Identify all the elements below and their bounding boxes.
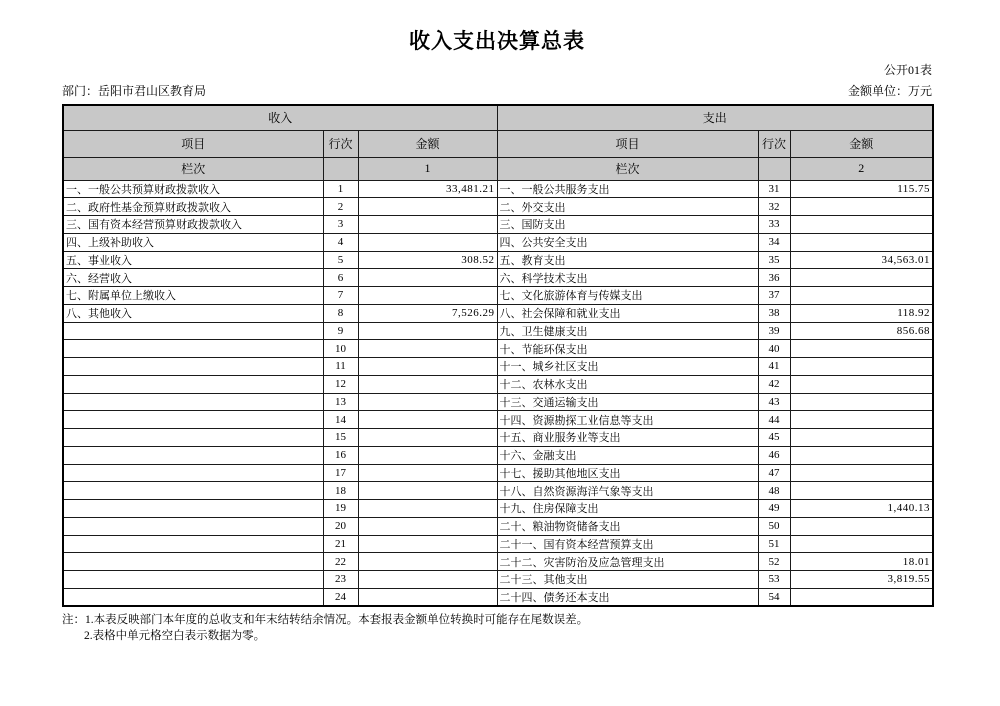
expense-item-cell: 二十四、债务还本支出 <box>497 588 758 606</box>
expense-line-cell: 39 <box>758 322 790 340</box>
expense-amount-cell <box>790 411 933 429</box>
income-line-cell: 13 <box>323 393 358 411</box>
expense-amount-cell: 115.75 <box>790 180 933 198</box>
income-item-cell <box>63 393 323 411</box>
expense-item-cell: 二十、粮油物资储备支出 <box>497 517 758 535</box>
expense-item-cell: 七、文化旅游体育与传媒支出 <box>497 287 758 305</box>
expense-item-cell: 八、社会保障和就业支出 <box>497 304 758 322</box>
income-item-cell <box>63 375 323 393</box>
expense-item-cell: 一、一般公共服务支出 <box>497 180 758 198</box>
expense-amount-cell: 1,440.13 <box>790 500 933 518</box>
income-line-cell: 4 <box>323 233 358 251</box>
table-row <box>63 588 933 606</box>
expense-line-cell: 43 <box>758 393 790 411</box>
expense-line-cell: 31 <box>758 180 790 198</box>
income-line-cell: 7 <box>323 287 358 305</box>
expense-amount-cell <box>790 287 933 305</box>
income-section-header: 收入 <box>63 105 497 130</box>
document <box>62 0 932 644</box>
income-item-cell: 二、政府性基金预算财政拨款收入 <box>63 198 323 216</box>
expense-item-cell: 十、节能环保支出 <box>497 340 758 358</box>
expense-line-cell: 35 <box>758 251 790 269</box>
income-item-cell <box>63 517 323 535</box>
income-amount-cell: 33,481.21 <box>358 180 497 198</box>
expense-section-header: 支出 <box>497 105 933 130</box>
expense-amount-header: 金额 <box>790 130 933 157</box>
income-line-index-blank <box>323 157 358 180</box>
expense-amount-cell <box>790 446 933 464</box>
income-amount-cell <box>358 198 497 216</box>
income-item-cell: 一、一般公共预算财政拨款收入 <box>63 180 323 198</box>
income-item-cell: 四、上级补助收入 <box>63 233 323 251</box>
income-line-cell: 9 <box>323 322 358 340</box>
expense-amount-cell <box>790 464 933 482</box>
table-row <box>63 358 933 376</box>
income-amount-cell <box>358 517 497 535</box>
expense-amount-cell <box>790 588 933 606</box>
expense-amount-cell: 18.01 <box>790 553 933 571</box>
expense-line-cell: 37 <box>758 287 790 305</box>
expense-line-cell: 36 <box>758 269 790 287</box>
expense-column-index-label: 栏次 <box>497 157 758 180</box>
income-line-cell: 16 <box>323 446 358 464</box>
expense-amount-cell <box>790 216 933 234</box>
income-item-cell: 五、事业收入 <box>63 251 323 269</box>
income-line-cell: 20 <box>323 517 358 535</box>
expense-line-cell: 54 <box>758 588 790 606</box>
income-line-cell: 23 <box>323 571 358 589</box>
expense-amount-cell <box>790 429 933 447</box>
income-line-header: 行次 <box>323 130 358 157</box>
income-line-cell: 6 <box>323 269 358 287</box>
income-item-cell <box>63 500 323 518</box>
expense-line-cell: 50 <box>758 517 790 535</box>
income-amount-cell <box>358 269 497 287</box>
expense-item-cell: 十四、资源勘探工业信息等支出 <box>497 411 758 429</box>
table-row <box>63 216 933 234</box>
expense-line-cell: 34 <box>758 233 790 251</box>
table-row <box>63 464 933 482</box>
income-line-cell: 3 <box>323 216 358 234</box>
income-item-cell <box>63 322 323 340</box>
expense-line-cell: 40 <box>758 340 790 358</box>
income-line-cell: 15 <box>323 429 358 447</box>
section-header-row <box>63 105 933 130</box>
table-body <box>63 180 933 606</box>
expense-amount-cell: 3,819.55 <box>790 571 933 589</box>
expense-line-cell: 38 <box>758 304 790 322</box>
note-line-2: 2.表格中单元格空白表示数据为零。 <box>84 630 266 642</box>
table-row <box>63 269 933 287</box>
expense-item-cell: 十七、援助其他地区支出 <box>497 464 758 482</box>
expense-item-cell: 二十三、其他支出 <box>497 571 758 589</box>
income-amount-header: 金额 <box>358 130 497 157</box>
income-item-cell <box>63 411 323 429</box>
income-line-cell: 5 <box>323 251 358 269</box>
table-row <box>63 571 933 589</box>
expense-item-cell: 十八、自然资源海洋气象等支出 <box>497 482 758 500</box>
notes <box>62 612 932 644</box>
table-row <box>63 198 933 216</box>
expense-item-cell: 十六、金融支出 <box>497 446 758 464</box>
table-row <box>63 304 933 322</box>
income-amount-cell <box>358 393 497 411</box>
column-header-row <box>63 130 933 157</box>
income-item-cell <box>63 553 323 571</box>
income-item-cell: 七、附属单位上缴收入 <box>63 287 323 305</box>
expense-amount-cell <box>790 198 933 216</box>
income-amount-cell <box>358 216 497 234</box>
page-title: 收入支出决算总表 <box>409 29 585 53</box>
expense-item-cell: 十二、农林水支出 <box>497 375 758 393</box>
income-amount-cell: 7,526.29 <box>358 304 497 322</box>
income-amount-cell <box>358 233 497 251</box>
note-line-1: 注：1.本表反映部门本年度的总收支和年末结转结余情况。本套报表金额单位转换时可能存在尾数误差。 <box>62 614 589 626</box>
expense-line-cell: 41 <box>758 358 790 376</box>
expense-line-cell: 53 <box>758 571 790 589</box>
expense-item-cell: 四、公共安全支出 <box>497 233 758 251</box>
expense-amount-cell <box>790 233 933 251</box>
income-line-cell: 10 <box>323 340 358 358</box>
table-row <box>63 233 933 251</box>
expense-item-cell: 九、卫生健康支出 <box>497 322 758 340</box>
expense-item-header: 项目 <box>497 130 758 157</box>
income-item-cell <box>63 535 323 553</box>
income-line-cell: 24 <box>323 588 358 606</box>
income-line-cell: 22 <box>323 553 358 571</box>
table-row <box>63 180 933 198</box>
expense-line-cell: 32 <box>758 198 790 216</box>
income-item-header: 项目 <box>63 130 323 157</box>
income-amount-cell <box>358 287 497 305</box>
expense-column-index: 2 <box>790 157 933 180</box>
expense-amount-cell: 856.68 <box>790 322 933 340</box>
income-item-cell: 八、其他收入 <box>63 304 323 322</box>
table-row <box>63 251 933 269</box>
expense-line-cell: 47 <box>758 464 790 482</box>
income-line-cell: 11 <box>323 358 358 376</box>
income-line-cell: 8 <box>323 304 358 322</box>
income-item-cell: 三、国有资本经营预算财政拨款收入 <box>63 216 323 234</box>
expense-item-cell: 六、科学技术支出 <box>497 269 758 287</box>
table-row <box>63 429 933 447</box>
income-amount-cell <box>358 322 497 340</box>
income-amount-cell <box>358 411 497 429</box>
table-row <box>63 535 933 553</box>
income-column-index-label: 栏次 <box>63 157 323 180</box>
income-amount-cell <box>358 375 497 393</box>
expense-line-cell: 49 <box>758 500 790 518</box>
department-label: 部门：岳阳市君山区教育局 <box>62 84 207 98</box>
income-amount-cell <box>358 553 497 571</box>
table-row <box>63 393 933 411</box>
expense-line-header: 行次 <box>758 130 790 157</box>
expense-amount-cell <box>790 482 933 500</box>
income-amount-cell <box>358 429 497 447</box>
expense-item-cell: 十五、商业服务业等支出 <box>497 429 758 447</box>
income-item-cell <box>63 429 323 447</box>
expense-amount-cell <box>790 340 933 358</box>
expense-amount-cell <box>790 517 933 535</box>
income-amount-cell <box>358 571 497 589</box>
expense-line-cell: 52 <box>758 553 790 571</box>
expense-line-cell: 45 <box>758 429 790 447</box>
expense-line-cell: 42 <box>758 375 790 393</box>
expense-item-cell: 二、外交支出 <box>497 198 758 216</box>
meta-row <box>62 84 932 98</box>
expense-item-cell: 十九、住房保障支出 <box>497 500 758 518</box>
income-column-index: 1 <box>358 157 497 180</box>
table-row <box>63 446 933 464</box>
table-row <box>63 411 933 429</box>
income-line-cell: 14 <box>323 411 358 429</box>
expense-amount-cell: 118.92 <box>790 304 933 322</box>
income-line-cell: 2 <box>323 198 358 216</box>
expense-item-cell: 五、教育支出 <box>497 251 758 269</box>
expense-amount-cell <box>790 393 933 411</box>
income-amount-cell: 308.52 <box>358 251 497 269</box>
budget-table <box>62 104 934 607</box>
income-item-cell <box>63 571 323 589</box>
table-row <box>63 517 933 535</box>
income-line-cell: 21 <box>323 535 358 553</box>
expense-item-cell: 二十一、国有资本经营预算支出 <box>497 535 758 553</box>
expense-amount-cell <box>790 375 933 393</box>
expense-line-cell: 44 <box>758 411 790 429</box>
income-item-cell <box>63 340 323 358</box>
expense-line-cell: 33 <box>758 216 790 234</box>
expense-line-cell: 46 <box>758 446 790 464</box>
expense-amount-cell <box>790 358 933 376</box>
table-header <box>63 105 933 180</box>
expense-amount-cell: 34,563.01 <box>790 251 933 269</box>
income-item-cell <box>63 464 323 482</box>
income-amount-cell <box>358 588 497 606</box>
income-amount-cell <box>358 482 497 500</box>
income-amount-cell <box>358 500 497 518</box>
income-item-cell <box>63 482 323 500</box>
expense-line-cell: 48 <box>758 482 790 500</box>
income-amount-cell <box>358 535 497 553</box>
income-amount-cell <box>358 464 497 482</box>
income-amount-cell <box>358 358 497 376</box>
income-item-cell: 六、经营收入 <box>63 269 323 287</box>
income-line-cell: 17 <box>323 464 358 482</box>
expense-line-index-blank <box>758 157 790 180</box>
income-item-cell <box>63 358 323 376</box>
expense-item-cell: 十三、交通运输支出 <box>497 393 758 411</box>
expense-item-cell: 十一、城乡社区支出 <box>497 358 758 376</box>
unit-label: 金额单位：万元 <box>847 84 932 98</box>
table-code: 公开01表 <box>883 63 932 77</box>
expense-amount-cell <box>790 269 933 287</box>
income-line-cell: 1 <box>323 180 358 198</box>
income-line-cell: 18 <box>323 482 358 500</box>
expense-line-cell: 51 <box>758 535 790 553</box>
table-row <box>63 500 933 518</box>
table-row <box>63 553 933 571</box>
table-row <box>63 482 933 500</box>
column-index-row <box>63 157 933 180</box>
table-row <box>63 322 933 340</box>
income-amount-cell <box>358 446 497 464</box>
income-line-cell: 12 <box>323 375 358 393</box>
expense-item-cell: 二十二、灾害防治及应急管理支出 <box>497 553 758 571</box>
table-row <box>63 375 933 393</box>
income-item-cell <box>63 588 323 606</box>
expense-amount-cell <box>790 535 933 553</box>
table-row <box>63 287 933 305</box>
expense-item-cell: 三、国防支出 <box>497 216 758 234</box>
table-row <box>63 340 933 358</box>
income-amount-cell <box>358 340 497 358</box>
income-line-cell: 19 <box>323 500 358 518</box>
income-item-cell <box>63 446 323 464</box>
